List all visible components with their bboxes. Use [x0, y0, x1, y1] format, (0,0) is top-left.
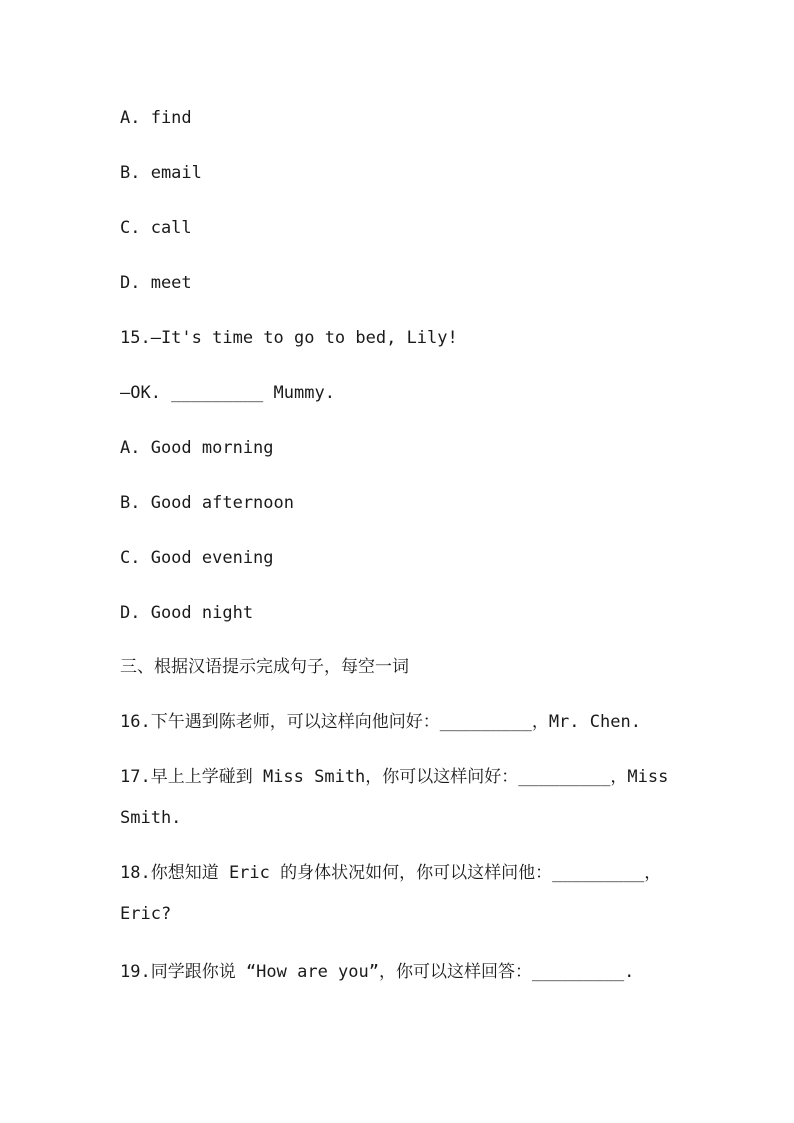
- question-19: 19.同学跟你说 “How are you”，你可以这样回答：_________.: [120, 962, 635, 982]
- question-15-option-b: B. Good afternoon: [120, 493, 294, 513]
- question-15-option-c: C. Good evening: [120, 548, 274, 568]
- question-15-stem: 15.—It's time to go to bed, Lily!: [120, 328, 458, 348]
- section-3-heading: 三、根据汉语提示完成句子，每空一词: [120, 657, 409, 677]
- question-15-option-d: D. Good night: [120, 603, 254, 623]
- question-16: 16.下午遇到陈老师，可以这样向他问好：_________，Mr. Chen.: [120, 712, 641, 732]
- question-17: 17.早上上学碰到 Miss Smith，你可以这样问好：_________，Miss Smith.: [120, 767, 669, 828]
- question-18: 18.你想知道 Eric 的身体状况如何，你可以这样问他：_________，Eric?: [120, 863, 662, 924]
- question-15-option-a: A. Good morning: [120, 438, 274, 458]
- option-b: B. email: [120, 163, 202, 183]
- question-15-reply: —OK. _________ Mummy.: [120, 383, 335, 403]
- option-d: D. meet: [120, 273, 192, 293]
- option-a: A. find: [120, 108, 192, 128]
- option-c: C. call: [120, 218, 192, 238]
